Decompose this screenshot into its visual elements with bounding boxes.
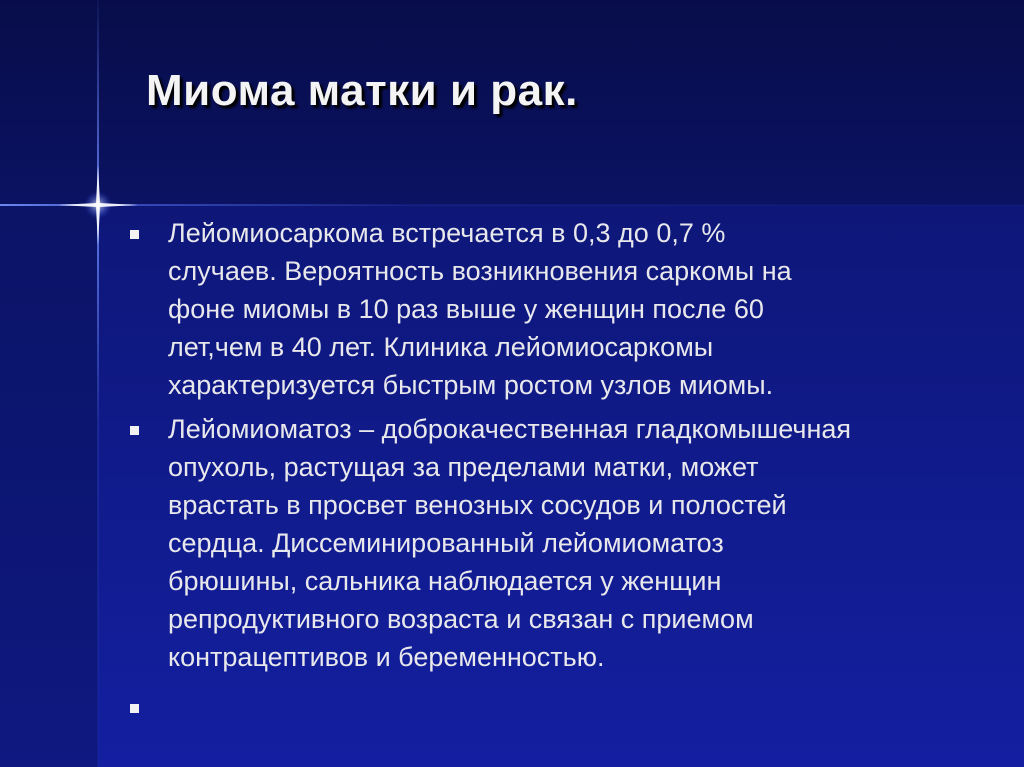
bullet-text: Лейомиосаркома встречается в 0,3 до 0,7 % случаев. Вероятность возникновения саркомы на фоне миомы в 10 раз выше у женщин после 60 лет,чем в 40 лет. Клиника лейомиосаркомы характеризуется быстрым ростом узлов миомы. bbox=[168, 218, 792, 400]
bullet-item-leiomyomatosis bbox=[130, 410, 970, 676]
square-bullet-icon bbox=[130, 426, 139, 435]
bullet-item-leiomyosarcoma bbox=[130, 214, 970, 404]
bullet-item-empty bbox=[130, 688, 970, 726]
slide-title: Миома матки и рак. bbox=[146, 66, 578, 115]
left-strip bbox=[0, 205, 98, 767]
bullet-text: Лейомиоматоз – доброкачественная гладкомышечная опухоль, растущая за пределами матки, может врастать в просвет венозных сосудов и полостей сердца. Диссеминированный лейомиоматоз брюшины, сальника наблюдается у женщин репродуктивного возраста и связан с приемом контрацептивов и беременностью. bbox=[168, 414, 851, 672]
square-bullet-icon bbox=[130, 230, 139, 239]
vertical-divider bbox=[97, 0, 99, 767]
horizontal-divider bbox=[0, 204, 1024, 206]
sparkle-star-icon bbox=[58, 165, 138, 245]
bullet-list bbox=[130, 214, 970, 732]
square-bullet-icon bbox=[130, 704, 139, 713]
